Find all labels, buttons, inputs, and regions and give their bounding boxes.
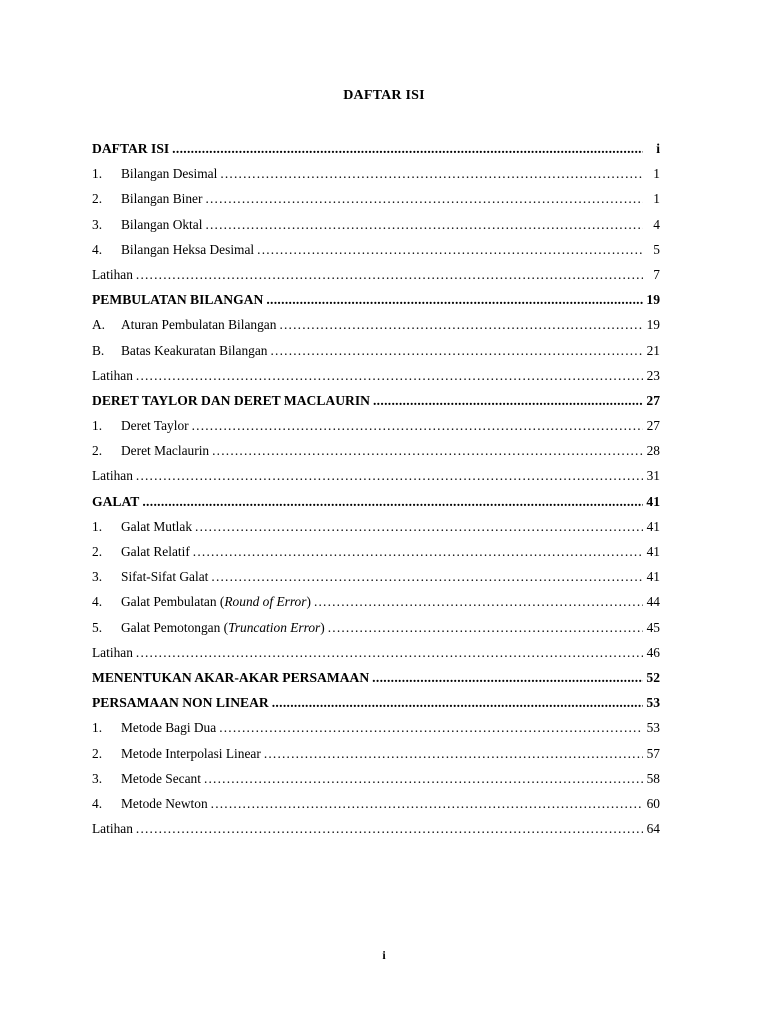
dot-leader [172,136,643,161]
toc-entry-label [121,312,276,337]
toc-entry-label [121,438,209,463]
toc-entry-label-text: DAFTAR ISI [92,141,170,156]
dot-leader [266,287,643,312]
page-number-footer: i [382,948,386,962]
toc-page-number: 57 [646,745,660,761]
toc-entry-label-text: Bilangan Desimal [121,166,218,182]
dot-leader [279,312,643,337]
toc-entry-row [92,413,660,438]
toc-entry-number: A. [92,317,106,333]
toc-entry-row [92,615,660,640]
toc-entry-row [92,338,660,363]
dot-leader [136,363,643,388]
toc-entry-label-text: Galat Pemotongan ( [121,619,229,635]
toc-entry-label-text: Galat Mutlak [121,518,193,534]
toc-entry-label-text: Galat Relatif [121,544,190,559]
toc-entry-label [92,388,370,413]
dot-leader [136,262,643,287]
dot-leader [205,186,643,211]
toc-page-number: 5 [653,241,660,257]
toc-entry-label [121,413,189,438]
toc-entry-number: 4. [92,241,103,257]
toc-entry-label [92,690,269,715]
page-title: DAFTAR ISI [343,88,425,103]
toc-entry-label [92,489,139,514]
toc-entry-label-text: Latihan [92,266,133,282]
toc-entry-label [121,237,254,262]
toc-entry-label-text: Metode Secant [121,770,201,786]
toc-entry-label-text: Latihan [92,644,133,660]
dot-leader [257,237,643,262]
toc-page-number: 53 [646,695,660,711]
toc-page-number: 64 [646,821,660,837]
toc-entry-label-text: Latihan [92,367,133,383]
dot-leader [220,161,643,186]
toc-entry-row [92,312,660,337]
toc-entry-number: 2. [92,443,103,459]
toc-page-number: 1 [653,191,660,207]
dot-leader [192,413,643,438]
toc-page-number: 23 [646,367,660,383]
toc-page-number: 31 [646,468,660,484]
toc-entry-number: 3. [92,569,103,585]
toc-heading-row [92,665,660,690]
dot-leader [142,489,643,514]
toc-entry-label [121,539,190,564]
toc-entry-label-text: PEMBULATAN BILANGAN [92,292,264,308]
toc-entry-number: 1. [92,518,103,534]
dot-leader [271,338,644,363]
toc-entry-label [121,212,202,237]
toc-entry-label-text: Metode Interpolasi Linear [121,745,261,761]
toc-page-number: 19 [646,317,660,333]
toc-entry-label-text: Bilangan Oktal [121,216,203,232]
toc-heading-row [92,690,660,715]
toc-entry-label-text: Sifat-Sifat Galat [121,569,209,585]
dot-leader [211,564,643,589]
toc-heading-row [92,489,660,514]
toc-page-number: 41 [646,493,660,509]
toc-entry-label [92,363,133,388]
dot-leader [136,640,643,665]
dot-leader [328,615,643,640]
toc-entry-row [92,791,660,816]
dot-leader [204,766,643,791]
toc-heading-row [92,136,660,161]
toc-entry-row [92,539,660,564]
toc-entry-label [121,161,217,186]
dot-leader [212,438,643,463]
toc-entry-label [92,665,369,690]
toc-entry-row [92,514,660,539]
toc-entry-number: 3. [92,770,103,786]
toc-page-number: 41 [646,544,660,559]
toc-page-number: 46 [646,644,660,660]
toc-entry-row [92,564,660,589]
dot-leader [219,715,643,740]
toc-entry-number: B. [92,342,105,358]
toc-page-number: 4 [653,216,660,232]
toc-page-number: i [656,141,660,156]
toc-page-number: 1 [653,166,660,182]
toc-entry-label [92,463,133,488]
dot-leader [193,539,643,564]
toc-entry-label-text: PERSAMAAN NON LINEAR [92,695,269,711]
toc-entry-number: 1. [92,166,103,182]
toc-entry-label-italic: Truncation Error [228,619,321,635]
toc-entry-label-text: Latihan [92,468,133,484]
dot-leader [205,212,643,237]
toc-entry-row [92,715,660,740]
toc-entry-label [121,715,216,740]
toc-page-number: 58 [646,770,660,786]
toc-page-number: 21 [646,342,660,358]
toc-entry-row [92,741,660,766]
toc-entry-label [121,589,311,614]
toc-entry-label [92,136,169,161]
dot-leader [264,741,643,766]
toc-entry-row [92,438,660,463]
dot-leader [272,690,643,715]
toc-page-number: 27 [646,392,660,408]
toc-heading-row [92,287,660,312]
toc-entry-label [121,766,201,791]
toc-entry-label [121,741,261,766]
toc-entry-label-text: Bilangan Biner [121,191,203,207]
toc-entry-label [121,186,202,211]
toc-page-number: 41 [646,569,660,585]
toc-entry-label [121,514,192,539]
toc-entry-row [92,262,660,287]
toc-entry-number: 2. [92,745,103,761]
toc-entry-row [92,237,660,262]
toc-entry-row [92,186,660,211]
dot-leader [373,388,643,413]
toc-entry-label [92,816,133,841]
toc-entry-label-text: Metode Newton [121,795,208,811]
toc-entry-number: 1. [92,720,103,736]
toc-page-number: 28 [646,443,660,459]
toc-entry-label [121,338,268,363]
toc-entry-number: 2. [92,544,103,559]
toc-entry-label-text: Batas Keakuratan Bilangan [121,342,268,358]
toc-entry-label [92,287,263,312]
toc-entry-label [121,791,208,816]
toc-entry-label-text: DERET TAYLOR DAN DERET MACLAURIN [92,392,370,408]
toc-entry-row [92,161,660,186]
toc-page-number: 60 [646,795,660,811]
toc-entry-label-text: Deret Maclaurin [121,443,210,459]
toc-entry-label-text: Latihan [92,821,133,837]
toc-entry-label [92,262,133,287]
toc-page-number: 7 [653,266,660,282]
toc-entry-number: 2. [92,191,103,207]
dot-leader [372,665,643,690]
toc-entry-number: 4. [92,795,103,811]
toc-page-number: 45 [646,619,660,635]
toc-entry-row [92,816,660,841]
toc-entry-row [92,363,660,388]
toc-page-number: 41 [646,518,660,534]
dot-leader [136,816,643,841]
table-of-contents [92,136,660,841]
toc-entry-label-text: Aturan Pembulatan Bilangan [121,317,277,333]
toc-entry-number: 1. [92,418,103,434]
toc-entry-label [121,615,325,640]
toc-entry-number: 4. [92,594,103,610]
toc-page-number: 44 [646,594,660,610]
toc-entry-label [121,564,208,589]
toc-entry-label-italic: Round of Error [224,594,307,610]
toc-page-number: 52 [646,669,660,685]
toc-entry-label [92,640,133,665]
toc-entry-label-text: Metode Bagi Dua [121,720,217,736]
toc-entry-row [92,589,660,614]
dot-leader [314,589,643,614]
toc-entry-label-suffix: ) [320,619,325,635]
dot-leader [195,514,643,539]
toc-entry-label-text: Galat Pembulatan ( [121,594,225,610]
toc-page-number: 19 [646,292,660,308]
toc-entry-label-text: MENENTUKAN AKAR-AKAR PERSAMAAN [92,669,370,685]
toc-entry-number: 3. [92,216,103,232]
dot-leader [211,791,643,816]
toc-entry-label-text: Bilangan Heksa Desimal [121,241,255,257]
toc-page-number: 53 [646,720,660,736]
toc-entry-label-text: Deret Taylor [121,418,189,434]
toc-entry-row [92,212,660,237]
toc-entry-row [92,766,660,791]
toc-entry-label-suffix: ) [306,594,311,610]
toc-entry-number: 5. [92,619,103,635]
toc-entry-label-text: GALAT [92,493,140,509]
dot-leader [136,463,643,488]
toc-page-number: 27 [646,418,660,434]
toc-heading-row [92,388,660,413]
toc-entry-row [92,463,660,488]
toc-entry-row [92,640,660,665]
